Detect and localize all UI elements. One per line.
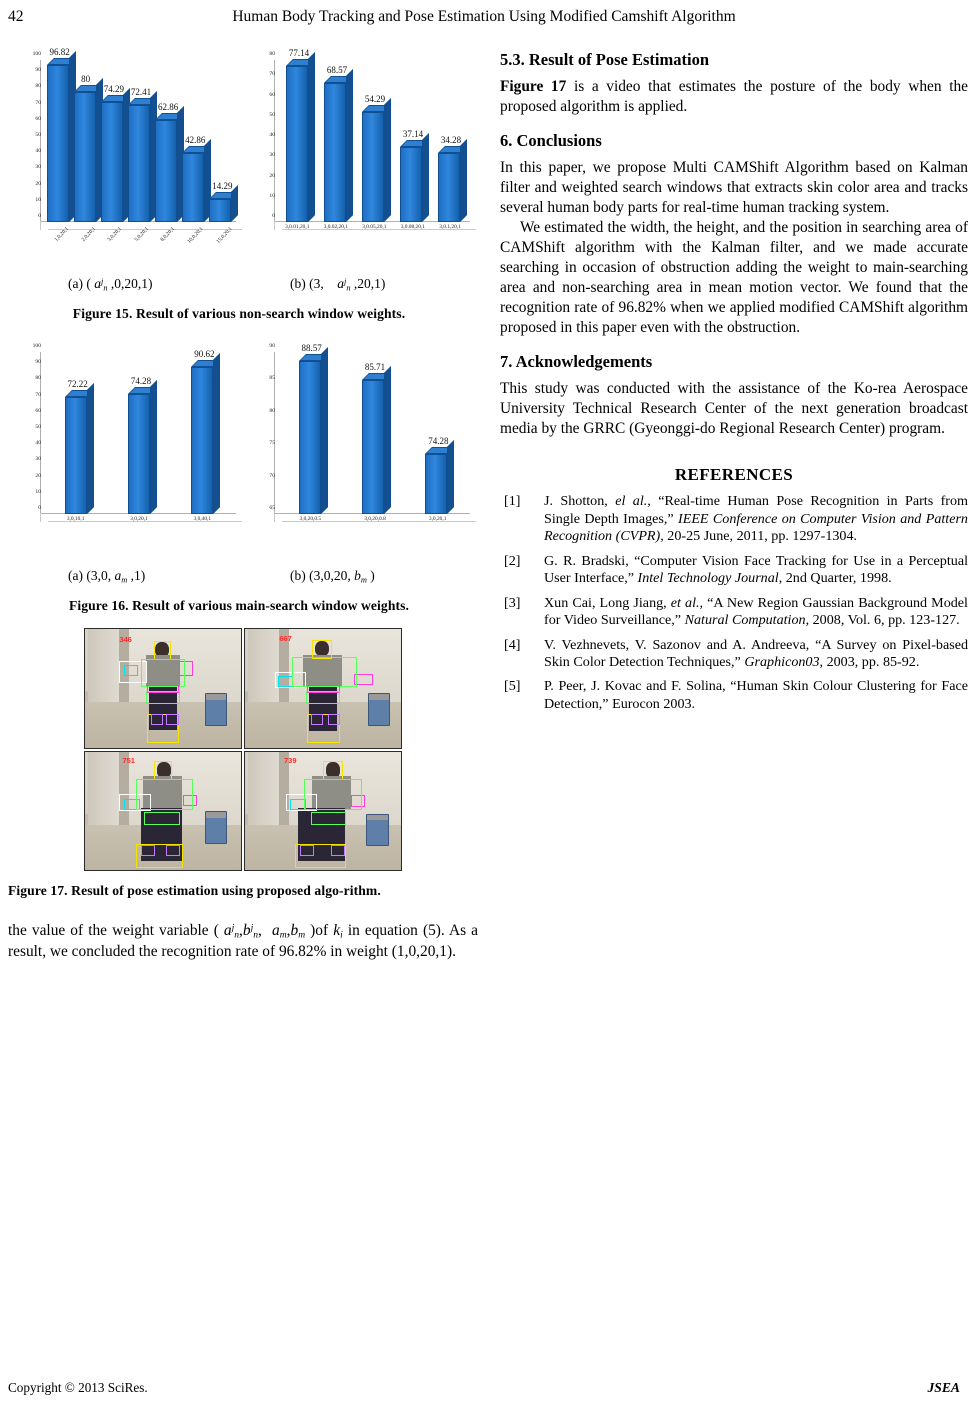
math-k-i: k	[333, 922, 341, 939]
chart-bar-group	[47, 47, 70, 222]
right-knee-box	[166, 845, 180, 856]
reference-text: G. R. Bradski, “Computer Vision Face Tracking for Use in a Perceptual User Interface,”	[544, 552, 968, 587]
chart-bar-value-label: 34.28	[440, 134, 462, 145]
chart-bar-front	[101, 102, 123, 222]
reference-item	[500, 553, 968, 588]
chart-y-tick-label: 90	[35, 67, 41, 74]
face-box	[154, 761, 173, 780]
reference-item	[500, 493, 968, 545]
bin-lid	[367, 815, 387, 821]
math-b-m: b	[354, 568, 361, 583]
chart-x-tick-label: 3,0,20,1	[106, 226, 124, 243]
chart-y-tick-label: 30	[269, 152, 275, 159]
figure-17-caption: Figure 17. Result of pose estimation using proposed algo-rithm.	[8, 883, 381, 898]
figure-16-charts	[8, 338, 478, 566]
chart-bar	[191, 367, 213, 514]
math-a-m: a	[272, 922, 280, 939]
chart-y-tick-label: 50	[35, 132, 41, 138]
chart-bar-value-label: 80	[81, 74, 91, 85]
chart-bar-value-label: 74.29	[103, 83, 124, 94]
photo-frame-1	[84, 628, 242, 749]
chart-bar-value-label: 72.22	[67, 379, 88, 390]
chart-bar	[128, 394, 150, 514]
chart-bar-front	[324, 83, 346, 222]
chart-x-labels	[278, 220, 468, 274]
chart-bar-group	[155, 60, 177, 222]
reference-text: “A New Region Gaussian Background Model for Video Surveillance,”	[544, 594, 968, 629]
chart-bars	[44, 349, 234, 514]
chart-y-tick-label: 80	[269, 407, 275, 414]
chart-fig15a	[10, 46, 242, 274]
chart-bar-group	[286, 47, 310, 222]
figure-15-caption: Figure 15. Result of various non-search window weights.	[72, 306, 406, 321]
reference-text: , 20-25 June, 2011, pp. 1297-1304.	[660, 528, 858, 545]
chart-bar-group	[438, 60, 460, 222]
chart-bar-side	[308, 52, 315, 222]
reference-text: V. Vezhnevets, V. Sazonov and A. Andreeva, “A Survey on Pixel-based Skin Color Detection Techniques,”	[544, 636, 968, 670]
left-knee-box	[151, 714, 163, 725]
chart-y-tick-label: 65	[269, 505, 275, 511]
chart-bar-group	[128, 60, 150, 222]
chart-bar-value-label: 54.29	[364, 94, 386, 105]
reference-number: [3]	[504, 594, 521, 611]
bin-lid	[206, 694, 226, 700]
chart-bar	[362, 380, 384, 514]
chart-bar-side	[384, 366, 391, 514]
chart-x-tick-label: 2,0,20,1	[80, 226, 97, 243]
reference-text: el al.,	[615, 493, 651, 510]
hip-box	[144, 812, 180, 825]
figure-17-photo-grid	[84, 628, 402, 871]
chart-y-tick-label: 40	[35, 440, 41, 447]
chart-y-tick-label: 70	[35, 391, 41, 398]
frame-number: 667	[279, 633, 292, 643]
reference-text: , 2003, pp. 85-92.	[819, 653, 920, 670]
chart-bar	[362, 112, 384, 222]
trash-bin	[368, 693, 390, 726]
reference-text: , 2nd Quarter, 1998.	[778, 570, 892, 587]
trash-bin	[205, 811, 227, 844]
chart-y-tick-label: 10	[269, 192, 275, 199]
chart-x-tick-label: 15,0,20,1	[215, 226, 234, 245]
left-column-paragraph-tail: in equation (5). As a result, we concluded the recognition rate of 96.82% in weight (1,0,20,1).	[8, 922, 478, 961]
paragraph-6-2: We estimated the width, the height, and the position in searching area of CAMShift algorithm with the Kalman filter, and we made accurate searching in occasion of obstruction adding the weight to main-searching area and non-searching area in mean motion vector. We found that the recognition rate of 96.82% when we applied modified CAMShift algorithm proposed in this paper even with the obstruction.	[500, 219, 968, 337]
frame-number: 751	[122, 756, 135, 766]
chart-fig16a	[10, 338, 242, 566]
chart-y-tick-label: 50	[35, 424, 41, 430]
chart-y-tick-label: 80	[269, 51, 275, 57]
chart-y-tick-label: 30	[35, 456, 41, 463]
chart-plot-area	[32, 343, 234, 514]
upper-body-box	[136, 779, 192, 810]
chart-bar-group	[182, 60, 204, 222]
chart-bar-group	[128, 352, 150, 514]
chart-bar-side	[213, 353, 220, 514]
chart-bar-front	[400, 147, 422, 222]
chart-bar-side	[384, 98, 391, 222]
running-title: Human Body Tracking and Pose Estimation Using Modified Camshift Algorithm	[232, 8, 736, 25]
chart-y-tick-label: 80	[35, 83, 41, 90]
face-box	[154, 641, 171, 660]
chart-bar-value-label: 42.86	[185, 134, 206, 145]
figure-15-sublabel-b: (b) (3, $a^j_n$ ,20,1)	[290, 276, 386, 293]
paragraph-6-1: In this paper, we propose Multi CAMShift Algorithm based on Kalman filter and weighted search windows that extracts skin color area and tracks several human body parts for real-time human tracking system.	[500, 159, 968, 217]
upper-body-box	[292, 657, 358, 687]
chart-y-tick-label: 75	[269, 440, 275, 447]
chart-y-tick-label: 10	[35, 488, 41, 495]
math-a-n-j: a	[337, 276, 344, 291]
chart-y-tick-label: 40	[35, 148, 41, 155]
reference-number: [5]	[504, 678, 521, 695]
chart-x-tick-label: 3,0,20,0.8	[364, 516, 386, 522]
chart-bar-group	[299, 343, 322, 514]
chart-bar-side	[321, 347, 328, 514]
chart-bar	[101, 102, 123, 222]
chart-bar-value-label: 14.29	[212, 180, 233, 191]
door-left	[248, 752, 280, 833]
trash-bin	[366, 814, 388, 847]
reference-text: et al.,	[670, 594, 704, 611]
photo-frame-2	[244, 628, 402, 749]
chart-bars	[44, 47, 234, 222]
reference-list	[500, 493, 968, 713]
left-column-paragraph: the value of the weight variable ( $a^j_n,b^j_n$, $a_m,b_m$ )of $k_i$ in equation (5). As a result, we concluded the recognition rate of 96.82% in weight (1,0,20,1).	[8, 922, 478, 961]
face-box	[312, 640, 332, 659]
chart-bar	[65, 397, 87, 514]
chart-bar-group	[362, 60, 384, 222]
door-left	[248, 629, 280, 710]
math-b-n-j: b	[242, 922, 251, 939]
heading-5-3: 5.3. Result of Pose Estimation	[500, 50, 709, 69]
figure-16-sublabel-b: (b) (3,0,20, $b_m$ )	[290, 568, 375, 585]
chart-bar-value-label: 88.57	[301, 343, 322, 354]
frame-number: 739	[284, 756, 297, 766]
chart-bar-front	[155, 120, 177, 222]
figure-17-reference: Figure 17	[500, 78, 567, 95]
reference-item	[500, 637, 968, 672]
chart-bar	[438, 153, 460, 222]
left-knee-box	[300, 845, 314, 856]
chart-bar-group	[362, 352, 384, 514]
running-head	[0, 8, 968, 30]
reference-text: IEEE Conference on Computer Vision and Pattern Recognition (CVPR)	[544, 510, 968, 545]
chart-x-tick-label: 3,0.08,20,1	[400, 224, 425, 230]
chart-bar-side	[150, 380, 157, 514]
chart-y-tick-label: 20	[35, 472, 41, 479]
chart-plot-area	[32, 47, 234, 222]
chart-bar-value-label: 37.14	[402, 128, 424, 139]
right-knee-box	[331, 845, 345, 856]
chart-bar-group	[65, 352, 87, 514]
math-a-n-j: a	[223, 922, 232, 939]
left-knee-box	[311, 714, 323, 725]
reference-text: Graphicon03	[744, 653, 820, 670]
chart-bar-group	[324, 60, 346, 222]
chart-fig16b	[244, 338, 476, 566]
reference-text: Intel Technology Journal	[637, 570, 779, 587]
math-a-n-j: a	[94, 276, 101, 291]
reference-text: P. Peer, J. Kovac and F. Solina, “Human Skin Colour Clustering for Face Detection,” Eurocon 2003.	[544, 678, 968, 712]
door-left	[88, 752, 120, 833]
chart-y-tick-label: 20	[35, 180, 41, 187]
journal-abbreviation: JSEA	[927, 1380, 960, 1395]
chart-y-tick-label: 90	[269, 343, 275, 349]
chart-x-tick-label: 1,0,20,1	[53, 226, 71, 243]
figure-15-sublabels	[8, 276, 478, 300]
hip-box	[146, 691, 180, 704]
chart-bar-front	[299, 361, 321, 514]
right-knee-box	[328, 714, 340, 725]
chart-x-tick-label: 3,0.1,20,1	[439, 224, 461, 230]
chart-bar-group	[191, 349, 215, 514]
reference-item	[500, 678, 968, 713]
math-a-m: a	[114, 568, 122, 583]
chart-bar	[299, 361, 321, 514]
chart-bar-value-label: 74.28	[428, 435, 449, 446]
chart-bars	[278, 47, 468, 222]
chart-y-tick-label: 80	[35, 375, 41, 382]
chart-bar-front	[47, 65, 69, 222]
chart-bar-value-label: 96.82	[49, 47, 70, 58]
chart-y-tick-label: 10	[35, 196, 41, 203]
math-b-m: b	[290, 922, 299, 939]
chart-y-tick-label: 100	[32, 343, 41, 349]
chart-bar	[324, 83, 346, 222]
chart-y-tick-label: 100	[32, 51, 41, 57]
chart-x-labels	[44, 512, 234, 566]
chart-x-tick-label: 5,0,20,1	[133, 226, 150, 243]
figure-15-sublabel-a: (a) ( $a^j_n$ ,0,20,1)	[68, 276, 153, 293]
upper-body-box	[304, 779, 362, 810]
door-left	[88, 629, 120, 710]
reference-number: [1]	[504, 493, 521, 510]
chart-bar	[47, 65, 69, 222]
hip-box	[306, 691, 340, 704]
trash-bin	[205, 693, 227, 726]
chart-bar-group	[74, 60, 96, 222]
chart-bar-value-label: 90.62	[194, 349, 215, 360]
right-column	[500, 50, 968, 720]
chart-bar-side	[460, 139, 467, 222]
chart-bar-side	[422, 133, 429, 222]
chart-x-tick-label: 10,0,20,1	[186, 226, 205, 245]
chart-y-tick-label: 60	[35, 407, 41, 414]
chart-bar	[128, 105, 150, 222]
chart-y-tick-label: 0	[38, 505, 41, 511]
chart-bar-group	[425, 352, 447, 514]
chart-y-tick-label: 20	[269, 172, 275, 179]
chart-bar-side	[346, 69, 353, 222]
chart-bar-front	[65, 397, 87, 514]
left-column	[8, 46, 478, 962]
chart-bar-group	[209, 60, 231, 222]
chart-x-tick-label: 3,0,10,1	[66, 516, 85, 522]
chart-y-tick-label: 40	[269, 132, 275, 138]
photo-frame-4	[244, 751, 402, 872]
chart-bar-value-label: 68.57	[326, 65, 348, 76]
page-number: 42	[8, 8, 24, 25]
chart-bar-value-label: 72.41	[130, 86, 152, 97]
reference-number: [2]	[504, 552, 521, 569]
chart-bar-front	[128, 105, 150, 222]
bin-lid	[206, 812, 226, 818]
chart-bar-value-label: 77.14	[288, 47, 310, 58]
chart-x-tick-label: 8,0,20,1	[159, 226, 176, 243]
chart-x-labels	[278, 512, 468, 566]
reference-text: “Real-time Human Pose Recognition in Parts from Single Depth Images,”	[544, 493, 968, 527]
chart-bar	[182, 153, 204, 222]
chart-bar-front	[425, 454, 447, 514]
chart-bar-group	[400, 60, 422, 222]
references-heading: REFERENCES	[674, 465, 794, 485]
chart-y-tick-label: 85	[269, 375, 275, 382]
chart-y-tick-label: 60	[35, 115, 41, 122]
left-knee-box	[141, 845, 155, 856]
face-box	[323, 761, 343, 780]
chart-x-tick-label: 3,0,20,1	[130, 516, 148, 522]
chart-bar-side	[447, 440, 454, 514]
chart-y-tick-label: 70	[269, 71, 275, 78]
chart-bar	[400, 147, 422, 222]
reference-text: Xun Cai, Long Jiang,	[544, 594, 671, 611]
chart-y-tick-label: 70	[269, 472, 275, 479]
chart-fig15b	[244, 46, 476, 274]
chart-bar-front	[191, 367, 213, 514]
chart-bar-value-label: 85.71	[364, 361, 386, 372]
chart-bar	[209, 199, 231, 222]
chart-bar-value-label: 62.86	[158, 102, 179, 113]
frame-number: 346	[119, 634, 132, 644]
chart-bar-front	[209, 199, 231, 222]
chart-x-tick-label: 3,0,40,1	[193, 516, 212, 522]
chart-x-tick-label: 3,0.02,20,1	[323, 224, 348, 230]
chart-bar	[74, 92, 96, 222]
chart-bars	[278, 343, 468, 514]
chart-y-tick-label: 60	[269, 91, 275, 98]
chart-bar-value-label: 74.28	[130, 375, 152, 386]
copyright-text: Copyright © 2013 SciRes.	[8, 1380, 148, 1395]
chart-x-tick-label: 3,0.05,20,1	[362, 224, 387, 230]
figure-16-sublabels	[8, 568, 478, 592]
bin-lid	[369, 694, 389, 700]
chart-bar	[425, 454, 447, 514]
chart-bar-front	[362, 112, 384, 222]
chart-y-tick-label: 0	[38, 213, 41, 219]
chart-x-labels	[44, 220, 234, 274]
chart-bar-group	[101, 60, 123, 222]
chart-bar	[155, 120, 177, 222]
chart-bar-front	[286, 66, 308, 222]
chart-plot-area	[269, 47, 468, 222]
reference-text: J. Shotton,	[544, 493, 616, 510]
chart-y-tick-label: 0	[272, 213, 275, 219]
heading-6-conclusions: 6. Conclusions	[500, 131, 602, 151]
reference-text: , 2008, Vol. 6, pp. 123-127.	[805, 612, 960, 629]
hip-box	[311, 812, 347, 825]
chart-x-tick-label: 3,0,20,1	[428, 516, 447, 522]
chart-bar-front	[128, 394, 150, 514]
reference-number: [4]	[504, 636, 521, 653]
chart-bar-front	[438, 153, 460, 222]
chart-y-tick-label: 90	[35, 359, 41, 366]
paragraph-5-3: Figure 17 is a video that estimates the posture of the body when the proposed algorithm is applied.	[500, 78, 968, 116]
chart-bar-side	[87, 383, 94, 514]
chart-y-tick-label: 70	[35, 99, 41, 106]
chart-y-tick-label: 50	[269, 111, 275, 118]
figure-16-caption: Figure 16. Result of various main-search window weights.	[68, 598, 410, 613]
chart-bar-front	[74, 92, 96, 222]
chart-x-tick-label: 3,0,20,0.5	[299, 516, 322, 522]
heading-7-acknowledgements: 7. Acknowledgements	[500, 352, 653, 372]
chart-x-tick-label: 3,0.01,20,1	[285, 224, 310, 230]
upper-body-box	[141, 659, 185, 687]
chart-bar-front	[362, 380, 384, 514]
page-footer	[0, 1380, 968, 1400]
reference-text: Natural Computation	[684, 612, 806, 629]
right-knee-box	[166, 714, 178, 725]
chart-y-tick-label: 30	[35, 164, 41, 171]
chart-bar-front	[182, 153, 204, 222]
paragraph-7-1: This study was conducted with the assistance of the Ko-rea Aerospace University Technical Research Center of the next generation broadcast media by the GRRC (Gyeonggi-do Regional Research Center) program.	[500, 380, 968, 438]
photo-frame-3	[84, 751, 242, 872]
chart-bar	[286, 66, 308, 222]
figure-16-sublabel-a: (a) (3,0, $a_m$ ,1)	[68, 568, 146, 585]
reference-item	[500, 595, 968, 630]
chart-plot-area	[269, 343, 468, 514]
figure-15-charts	[8, 46, 478, 274]
